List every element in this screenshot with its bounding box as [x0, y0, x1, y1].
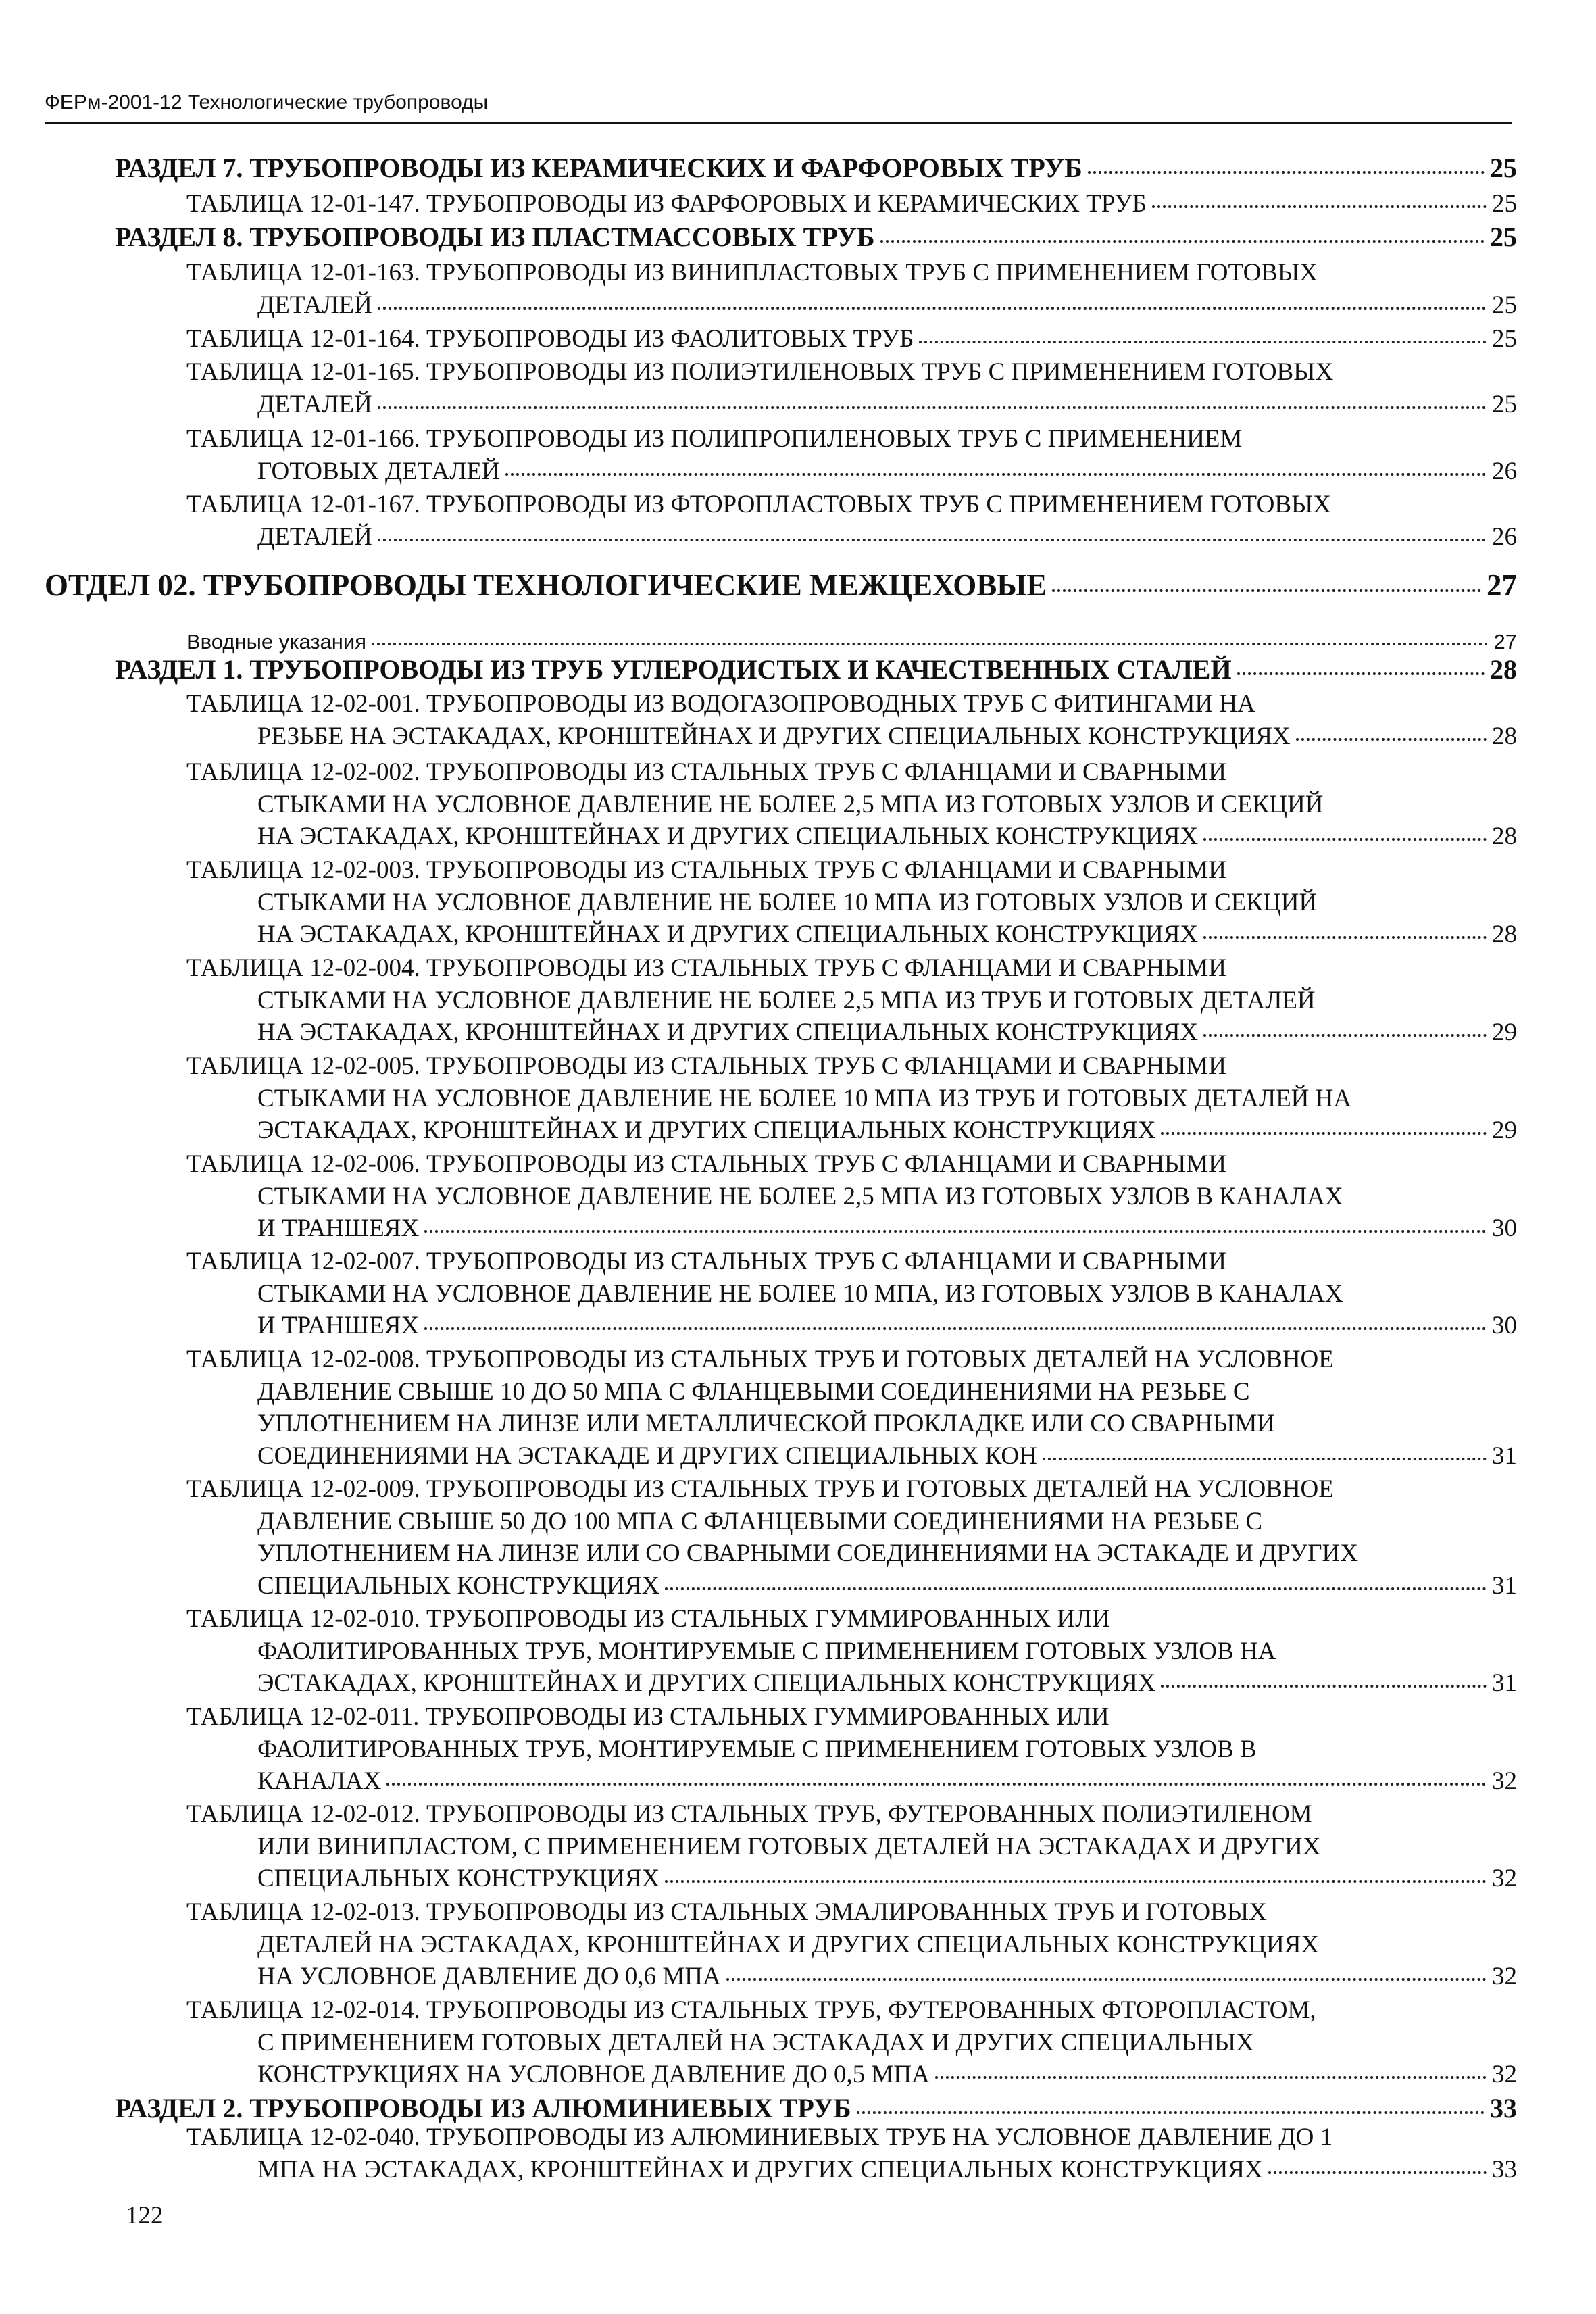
toc-entry-text: ОТДЕЛ 02. ТРУБОПРОВОДЫ ТЕХНОЛОГИЧЕСКИЕ МЕЖЦЕХОВЫЕ	[45, 568, 1047, 602]
toc-entry-text: ТАБЛИЦА 12-01-163. ТРУБОПРОВОДЫ ИЗ ВИНИПЛАСТОВЫХ ТРУБ С ПРИМЕНЕНИЕМ ГОТОВЫХ	[186, 259, 1318, 287]
toc-entry-table[interactable]	[186, 188, 1517, 220]
toc-entry-table[interactable]	[186, 2121, 1517, 2186]
toc-page-number: 29	[1492, 1116, 1517, 1144]
toc-entry-text: РАЗДЕЛ 7. ТРУБОПРОВОДЫ ИЗ КЕРАМИЧЕСКИХ И ФАРФОРОВЫХ ТРУБ	[115, 153, 1082, 183]
toc-entry-text: ТАБЛИЦА 12-01-167. ТРУБОПРОВОДЫ ИЗ ФТОРОПЛАСТОВЫХ ТРУБ С ПРИМЕНЕНИЕМ ГОТОВЫХ	[186, 491, 1332, 518]
toc-page-number: 25	[1490, 222, 1517, 252]
toc-entry-text: ДЕТАЛЕЙ	[257, 390, 372, 418]
page-number: 122	[126, 2202, 164, 2230]
dot-leader	[1088, 171, 1485, 174]
toc-page-number: 32	[1492, 1865, 1517, 1892]
toc-page-number: 28	[1492, 920, 1517, 948]
toc-entry-text: ЭСТАКАДАХ, КРОНШТЕЙНАХ И ДРУГИХ СПЕЦИАЛЬНЫХ КОНСТРУКЦИЯХ	[257, 1116, 1156, 1144]
toc-entry-table[interactable]	[186, 952, 1517, 1049]
toc-entry-text: ТАБЛИЦА 12-02-011. ТРУБОПРОВОДЫ ИЗ СТАЛЬНЫХ ГУММИРОВАННЫХ ИЛИ	[186, 1703, 1109, 1731]
dot-leader	[1052, 589, 1481, 592]
toc-entry-table[interactable]	[186, 756, 1517, 853]
toc-page-number: 29	[1492, 1018, 1517, 1046]
toc-entry-text: ДЕТАЛЕЙ	[257, 522, 372, 551]
toc-entry-text: СТЫКАМИ НА УСЛОВНОЕ ДАВЛЕНИЕ НЕ БОЛЕЕ 10 МПА, ИЗ ГОТОВЫХ УЗЛОВ В КАНАЛАХ	[257, 1279, 1343, 1308]
toc-entry-section[interactable]	[115, 654, 1517, 685]
toc-entry-table[interactable]	[186, 1344, 1517, 1472]
toc-entry-text: ТАБЛИЦА 12-02-003. ТРУБОПРОВОДЫ ИЗ СТАЛЬНЫХ ТРУБ С ФЛАНЦАМИ И СВАРНЫМИ	[186, 856, 1226, 884]
toc-entry-text: КАНАЛАХ	[257, 1767, 382, 1795]
toc-entry-text: ФАОЛИТИРОВАННЫХ ТРУБ, МОНТИРУЕМЫЕ С ПРИМЕНЕНИЕМ ГОТОВЫХ УЗЛОВ НА	[257, 1637, 1276, 1665]
toc-entry-text: ИЛИ ВИНИПЛАСТОМ, С ПРИМЕНЕНИЕМ ГОТОВЫХ ДЕТАЛЕЙ НА ЭСТАКАДАХ И ДРУГИХ	[257, 1832, 1321, 1861]
toc-page-number: 27	[1487, 568, 1517, 602]
toc-entry-text: ТАБЛИЦА 12-02-007. ТРУБОПРОВОДЫ ИЗ СТАЛЬНЫХ ТРУБ С ФЛАНЦАМИ И СВАРНЫМИ	[186, 1248, 1226, 1275]
toc-entry-text: ДАВЛЕНИЕ СВЫШЕ 10 ДО 50 МПА С ФЛАНЦЕВЫМИ СОЕДИНЕНИЯМИ НА РЕЗЬБЕ С	[257, 1377, 1250, 1406]
dot-leader	[665, 1587, 1487, 1590]
toc-entry-table[interactable]	[186, 1994, 1517, 2091]
toc-page-number: 28	[1492, 722, 1517, 750]
toc-entry-text: ТАБЛИЦА 12-02-005. ТРУБОПРОВОДЫ ИЗ СТАЛЬНЫХ ТРУБ С ФЛАНЦАМИ И СВАРНЫМИ	[186, 1052, 1226, 1080]
dot-leader	[1152, 205, 1487, 208]
toc-page-number: 26	[1492, 522, 1517, 551]
dot-leader	[1203, 1034, 1487, 1037]
toc-entry-text: ТАБЛИЦА 12-01-164. ТРУБОПРОВОДЫ ИЗ ФАОЛИТОВЫХ ТРУБ	[186, 325, 914, 353]
toc-entry-text: С ПРИМЕНЕНИЕМ ГОТОВЫХ ДЕТАЛЕЙ НА ЭСТАКАДАХ И ДРУГИХ СПЕЦИАЛЬНЫХ	[257, 2028, 1254, 2057]
toc-entry-text: ТАБЛИЦА 12-02-009. ТРУБОПРОВОДЫ ИЗ СТАЛЬНЫХ ТРУБ И ГОТОВЫХ ДЕТАЛЕЙ НА УСЛОВНОЕ	[186, 1475, 1334, 1503]
dot-leader	[919, 341, 1487, 343]
toc-entry-text: ТАБЛИЦА 12-02-012. ТРУБОПРОВОДЫ ИЗ СТАЛЬНЫХ ТРУБ, ФУТЕРОВАННЫХ ПОЛИЭТИЛЕНОМ	[186, 1800, 1312, 1828]
toc-entry-text: ТАБЛИЦА 12-02-040. ТРУБОПРОВОДЫ ИЗ АЛЮМИНИЕВЫХ ТРУБ НА УСЛОВНОЕ ДАВЛЕНИЕ ДО 1	[186, 2123, 1333, 2151]
toc-entry-note[interactable]	[186, 626, 1517, 658]
dot-leader	[378, 307, 1487, 310]
toc-entry-table[interactable]	[186, 854, 1517, 951]
toc-entry-text: НА ЭСТАКАДАХ, КРОНШТЕЙНАХ И ДРУГИХ СПЕЦИАЛЬНЫХ КОНСТРУКЦИЯХ	[257, 1018, 1199, 1046]
toc-page-number: 33	[1492, 2155, 1517, 2184]
toc-page-number: 32	[1492, 1963, 1517, 1990]
toc-entry-table[interactable]	[186, 323, 1517, 355]
toc-entry-table[interactable]	[186, 1603, 1517, 1700]
toc-entry-text: ДЕТАЛЕЙ	[257, 291, 372, 319]
toc-entry-text: ТАБЛИЦА 12-02-001. ТРУБОПРОВОДЫ ИЗ ВОДОГАЗОПРОВОДНЫХ ТРУБ С ФИТИНГАМИ НА	[186, 690, 1255, 718]
toc-entry-text: ЭСТАКАДАХ, КРОНШТЕЙНАХ И ДРУГИХ СПЕЦИАЛЬНЫХ КОНСТРУКЦИЯХ	[257, 1669, 1156, 1697]
dot-leader	[424, 1230, 1487, 1233]
toc-entry-table[interactable]	[186, 489, 1517, 553]
toc-entry-table[interactable]	[186, 1050, 1517, 1147]
toc-page-number: 26	[1492, 457, 1517, 485]
toc-entry-text: СТЫКАМИ НА УСЛОВНОЕ ДАВЛЕНИЕ НЕ БОЛЕЕ 10 МПА ИЗ ГОТОВЫХ УЗЛОВ И СЕКЦИЙ	[257, 888, 1318, 916]
toc-entry-text: НА ЭСТАКАДАХ, КРОНШТЕЙНАХ И ДРУГИХ СПЕЦИАЛЬНЫХ КОНСТРУКЦИЯХ	[257, 822, 1199, 850]
toc-entry-text: СТЫКАМИ НА УСЛОВНОЕ ДАВЛЕНИЕ НЕ БОЛЕЕ 2,5 МПА ИЗ ГОТОВЫХ УЗЛОВ И СЕКЦИЙ	[257, 790, 1324, 818]
toc-entry-section[interactable]	[115, 2093, 1517, 2124]
toc-page-number: 31	[1492, 1669, 1517, 1697]
toc-page-number: 25	[1492, 291, 1517, 319]
toc-page-number: 27	[1493, 630, 1517, 654]
dot-leader	[386, 1783, 1487, 1786]
toc-entry-table[interactable]	[186, 1473, 1517, 1602]
toc-entry-text: И ТРАНШЕЯХ	[257, 1312, 420, 1339]
dot-leader	[424, 1327, 1487, 1330]
toc-entry-table[interactable]	[186, 423, 1517, 487]
toc-entry-table[interactable]	[186, 1148, 1517, 1245]
dot-leader	[378, 406, 1487, 409]
dot-leader	[1237, 672, 1485, 675]
toc-entry-table[interactable]	[186, 1798, 1517, 1895]
dot-leader	[1043, 1458, 1487, 1460]
dot-leader	[1203, 838, 1487, 841]
toc-entry-text: ТАБЛИЦА 12-02-014. ТРУБОПРОВОДЫ ИЗ СТАЛЬНЫХ ТРУБ, ФУТЕРОВАННЫХ ФТОРОПЛАСТОМ,	[186, 1996, 1316, 2024]
toc-page-number: 25	[1492, 390, 1517, 418]
toc-entry-text: РАЗДЕЛ 1. ТРУБОПРОВОДЫ ИЗ ТРУБ УГЛЕРОДИСТЫХ И КАЧЕСТВЕННЫХ СТАЛЕЙ	[115, 654, 1232, 685]
toc-page-number: 32	[1492, 2061, 1517, 2088]
dot-leader	[857, 2111, 1485, 2114]
toc-entry-text: ТАБЛИЦА 12-01-166. ТРУБОПРОВОДЫ ИЗ ПОЛИПРОПИЛЕНОВЫХ ТРУБ С ПРИМЕНЕНИЕМ	[186, 425, 1243, 453]
dot-leader	[1203, 936, 1487, 939]
toc-entry-table[interactable]	[186, 1896, 1517, 1993]
dot-leader	[1161, 1685, 1487, 1688]
toc-entry-text: ТАБЛИЦА 12-01-165. ТРУБОПРОВОДЫ ИЗ ПОЛИЭТИЛЕНОВЫХ ТРУБ С ПРИМЕНЕНИЕМ ГОТОВЫХ	[186, 358, 1334, 386]
dot-leader	[1268, 2171, 1487, 2174]
toc-entry-text: КОНСТРУКЦИЯХ НА УСЛОВНОЕ ДАВЛЕНИЕ ДО 0,5 МПА	[257, 2061, 930, 2088]
toc-entry-table[interactable]	[186, 688, 1517, 752]
toc-page-number: 32	[1492, 1767, 1517, 1795]
toc-entry-text: ТАБЛИЦА 12-02-008. ТРУБОПРОВОДЫ ИЗ СТАЛЬНЫХ ТРУБ И ГОТОВЫХ ДЕТАЛЕЙ НА УСЛОВНОЕ	[186, 1346, 1334, 1373]
dot-leader	[726, 1978, 1487, 1981]
toc-page-number: 30	[1492, 1214, 1517, 1242]
toc-entry-text: ФАОЛИТИРОВАННЫХ ТРУБ, МОНТИРУЕМЫЕ С ПРИМЕНЕНИЕМ ГОТОВЫХ УЗЛОВ В	[257, 1735, 1257, 1763]
toc-entry-text: ТАБЛИЦА 12-02-004. ТРУБОПРОВОДЫ ИЗ СТАЛЬНЫХ ТРУБ С ФЛАНЦАМИ И СВАРНЫМИ	[186, 954, 1226, 982]
toc-entry-table[interactable]	[186, 257, 1517, 321]
toc-entry-table[interactable]	[186, 1701, 1517, 1798]
dot-leader	[372, 643, 1489, 645]
toc-entry-text: НА ЭСТАКАДАХ, КРОНШТЕЙНАХ И ДРУГИХ СПЕЦИАЛЬНЫХ КОНСТРУКЦИЯХ	[257, 920, 1199, 948]
dot-leader	[665, 1880, 1487, 1883]
toc-entry-text: СПЕЦИАЛЬНЫХ КОНСТРУКЦИЯХ	[257, 1865, 660, 1892]
toc-page-number: 33	[1490, 2093, 1517, 2123]
toc-entry-table[interactable]	[186, 1246, 1517, 1342]
toc-entry-text: Вводные указания	[186, 630, 367, 654]
toc-entry-text: СОЕДИНЕНИЯМИ НА ЭСТАКАДЕ И ДРУГИХ СПЕЦИАЛЬНЫХ КОН	[257, 1442, 1037, 1470]
toc-page-number: 25	[1492, 190, 1517, 218]
dot-leader	[1161, 1132, 1487, 1135]
toc-page-number: 31	[1492, 1442, 1517, 1470]
toc-entry-text: ДЕТАЛЕЙ НА ЭСТАКАДАХ, КРОНШТЕЙНАХ И ДРУГИХ СПЕЦИАЛЬНЫХ КОНСТРУКЦИЯХ	[257, 1930, 1320, 1959]
toc-entry-text: ТАБЛИЦА 12-02-010. ТРУБОПРОВОДЫ ИЗ СТАЛЬНЫХ ГУММИРОВАННЫХ ИЛИ	[186, 1605, 1110, 1633]
dot-leader	[935, 2076, 1487, 2079]
toc-entry-text: РАЗДЕЛ 8. ТРУБОПРОВОДЫ ИЗ ПЛАСТМАССОВЫХ ТРУБ	[115, 222, 875, 252]
toc-page-number: 28	[1492, 822, 1517, 850]
toc-entry-text: И ТРАНШЕЯХ	[257, 1214, 420, 1242]
toc-page-number: 30	[1492, 1312, 1517, 1339]
toc-entry-text: СТЫКАМИ НА УСЛОВНОЕ ДАВЛЕНИЕ НЕ БОЛЕЕ 10 МПА ИЗ ТРУБ И ГОТОВЫХ ДЕТАЛЕЙ НА	[257, 1084, 1352, 1112]
toc-entry-text: ТАБЛИЦА 12-01-147. ТРУБОПРОВОДЫ ИЗ ФАРФОРОВЫХ И КЕРАМИЧЕСКИХ ТРУБ	[186, 190, 1147, 218]
toc-entry-text: СТЫКАМИ НА УСЛОВНОЕ ДАВЛЕНИЕ НЕ БОЛЕЕ 2,5 МПА ИЗ ГОТОВЫХ УЗЛОВ В КАНАЛАХ	[257, 1182, 1343, 1210]
toc-entry-section[interactable]	[115, 222, 1517, 253]
dot-leader	[880, 240, 1485, 243]
toc-entry-text: УПЛОТНЕНИЕМ НА ЛИНЗЕ ИЛИ МЕТАЛЛИЧЕСКОЙ ПРОКЛАДКЕ ИЛИ СО СВАРНЫМИ	[257, 1410, 1275, 1437]
toc-page-number: 28	[1490, 654, 1517, 685]
running-header: ФЕРм-2001-12 Технологические трубопроводы	[45, 91, 489, 114]
toc-entry-text: РАЗДЕЛ 2. ТРУБОПРОВОДЫ ИЗ АЛЮМИНИЕВЫХ ТРУБ	[115, 2093, 851, 2123]
toc-entry-section[interactable]	[115, 153, 1517, 184]
toc-entry-text: СТЫКАМИ НА УСЛОВНОЕ ДАВЛЕНИЕ НЕ БОЛЕЕ 2,5 МПА ИЗ ТРУБ И ГОТОВЫХ ДЕТАЛЕЙ	[257, 986, 1316, 1014]
toc-entry-dept[interactable]	[45, 568, 1517, 602]
toc-entry-text: НА УСЛОВНОЕ ДАВЛЕНИЕ ДО 0,6 МПА	[257, 1963, 721, 1990]
toc-entry-text: УПЛОТНЕНИЕМ НА ЛИНЗЕ ИЛИ СО СВАРНЫМИ СОЕДИНЕНИЯМИ НА ЭСТАКАДЕ И ДРУГИХ	[257, 1540, 1358, 1567]
toc-page-number: 31	[1492, 1571, 1517, 1600]
toc-entry-text: СПЕЦИАЛЬНЫХ КОНСТРУКЦИЯХ	[257, 1571, 660, 1600]
toc-entry-text: МПА НА ЭСТАКАДАХ, КРОНШТЕЙНАХ И ДРУГИХ СПЕЦИАЛЬНЫХ КОНСТРУКЦИЯХ	[257, 2155, 1263, 2184]
dot-leader	[505, 473, 1487, 476]
toc-page-number: 25	[1490, 153, 1517, 183]
dot-leader	[1296, 738, 1487, 741]
toc-entry-text: ДАВЛЕНИЕ СВЫШЕ 50 ДО 100 МПА С ФЛАНЦЕВЫМИ СОЕДИНЕНИЯМИ НА РЕЗЬБЕ С	[257, 1507, 1263, 1535]
toc-entry-text: РЕЗЬБЕ НА ЭСТАКАДАХ, КРОНШТЕЙНАХ И ДРУГИХ СПЕЦИАЛЬНЫХ КОНСТРУКЦИЯХ	[257, 722, 1291, 750]
toc-entry-text: ТАБЛИЦА 12-02-006. ТРУБОПРОВОДЫ ИЗ СТАЛЬНЫХ ТРУБ С ФЛАНЦАМИ И СВАРНЫМИ	[186, 1150, 1226, 1178]
dot-leader	[378, 539, 1487, 541]
toc-page-number: 25	[1492, 325, 1517, 353]
toc-entry-text: ТАБЛИЦА 12-02-013. ТРУБОПРОВОДЫ ИЗ СТАЛЬНЫХ ЭМАЛИРОВАННЫХ ТРУБ И ГОТОВЫХ	[186, 1898, 1267, 1926]
toc-entry-table[interactable]	[186, 356, 1517, 420]
toc-entry-text: ТАБЛИЦА 12-02-002. ТРУБОПРОВОДЫ ИЗ СТАЛЬНЫХ ТРУБ С ФЛАНЦАМИ И СВАРНЫМИ	[186, 758, 1226, 786]
toc-entry-text: ГОТОВЫХ ДЕТАЛЕЙ	[257, 457, 500, 485]
